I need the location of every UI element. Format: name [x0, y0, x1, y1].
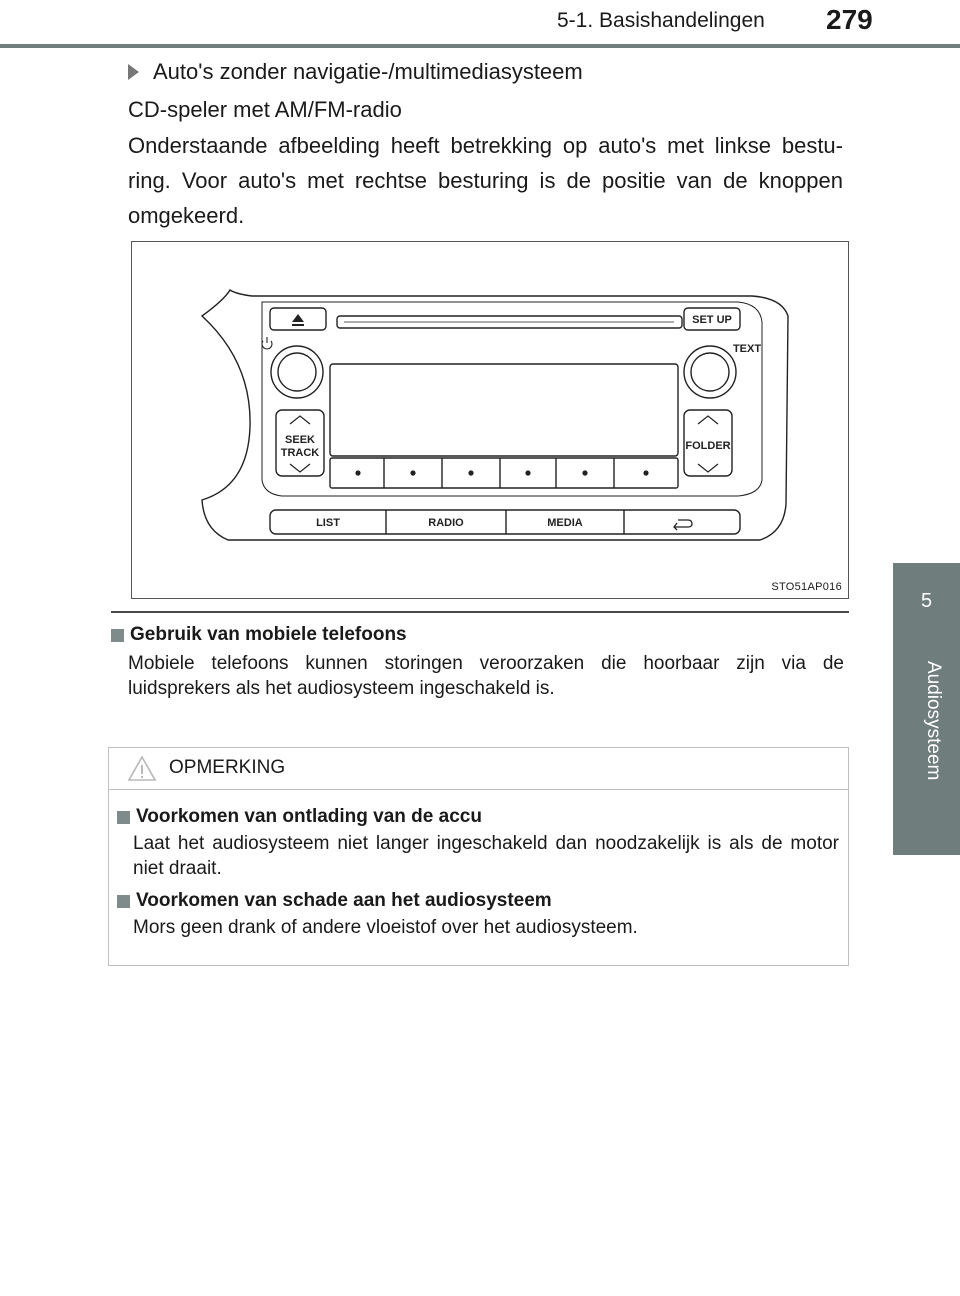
paragraph-orientation: Onderstaande afbeelding heeft betrekking op auto's met linkse bestu-ring. Voor auto's met rechtse besturing is de positie van de knoppen omgekeerd.: [128, 133, 843, 228]
notice-item-body: Mors geen drank of andere vloeistof over het audiosysteem.: [133, 917, 638, 938]
square-bullet-icon: [117, 895, 130, 908]
folder-label: FOLDER: [685, 440, 731, 452]
preset-2-dot: [410, 470, 415, 475]
subheading-text: Auto's zonder navigatie-/multimediasysteem: [153, 59, 583, 84]
bezel-inner: [262, 302, 762, 496]
header-rule: [0, 44, 960, 48]
audio-unit-figure: [131, 241, 849, 599]
section-title: 5-1. Basishandelingen: [557, 9, 765, 32]
warning-icon: [127, 755, 157, 783]
info-title: Gebruik van mobiele telefoons: [130, 624, 407, 645]
notice-box: [108, 747, 849, 966]
preset-4-dot: [525, 470, 530, 475]
back-arrow-icon: [674, 520, 692, 530]
square-bullet-icon: [111, 629, 124, 642]
notice-header: [109, 748, 848, 790]
media-label: MEDIA: [547, 517, 583, 529]
track-label: TRACK: [280, 447, 320, 459]
radio-label: RADIO: [428, 517, 464, 529]
notice-item-body: Laat het audiosysteem niet langer ingeschakeld dan noodzakelijk is als de motor niet draait.: [133, 833, 839, 879]
notice-title: OPMERKING: [169, 757, 286, 778]
audio-unit-illustration: [132, 242, 850, 600]
triangle-bullet-icon: [128, 64, 139, 80]
notice-item-title: Voorkomen van ontlading van de accu: [136, 806, 482, 827]
info-body: Mobiele telefoons kunnen storingen veroorzaken die hoorbaar zijn via de luidsprekers als het audiosysteem ingeschakeld is.: [128, 653, 844, 699]
notice-item-heading: [117, 806, 839, 828]
notice-item-title: Voorkomen van schade aan het audiosysteem: [136, 890, 552, 911]
chapter-title: Audiosysteem: [923, 661, 944, 781]
notice-item-damage: [117, 890, 839, 940]
list-label: LIST: [316, 517, 340, 529]
square-bullet-icon: [117, 811, 130, 824]
chapter-number: 5: [920, 590, 933, 612]
notice-item-battery: [117, 806, 839, 881]
info-mobile-phones: [111, 624, 844, 701]
preset-6-dot: [643, 470, 648, 475]
display-screen: [330, 364, 678, 456]
chapter-tab: [893, 563, 960, 855]
text-label: TEXT: [732, 343, 762, 355]
subheading: [128, 59, 583, 85]
tune-knob: [684, 346, 736, 398]
info-heading: [111, 624, 844, 646]
setup-label: SET UP: [692, 314, 732, 326]
power-knob: [271, 346, 323, 398]
notice-item-heading: [117, 890, 839, 912]
preset-5-dot: [582, 470, 587, 475]
eject-icon: [292, 314, 304, 322]
paragraph-cd-player: CD-speler met AM/FM-radio: [128, 97, 402, 122]
bottom-button-bar: [270, 510, 740, 534]
seek-label: SEEK: [285, 434, 315, 446]
figure-code: STO51AP016: [771, 581, 842, 593]
preset-row: [330, 458, 678, 488]
preset-3-dot: [468, 470, 473, 475]
preset-1-dot: [355, 470, 360, 475]
page-number: 279: [826, 4, 873, 35]
figure-divider: [111, 611, 849, 613]
